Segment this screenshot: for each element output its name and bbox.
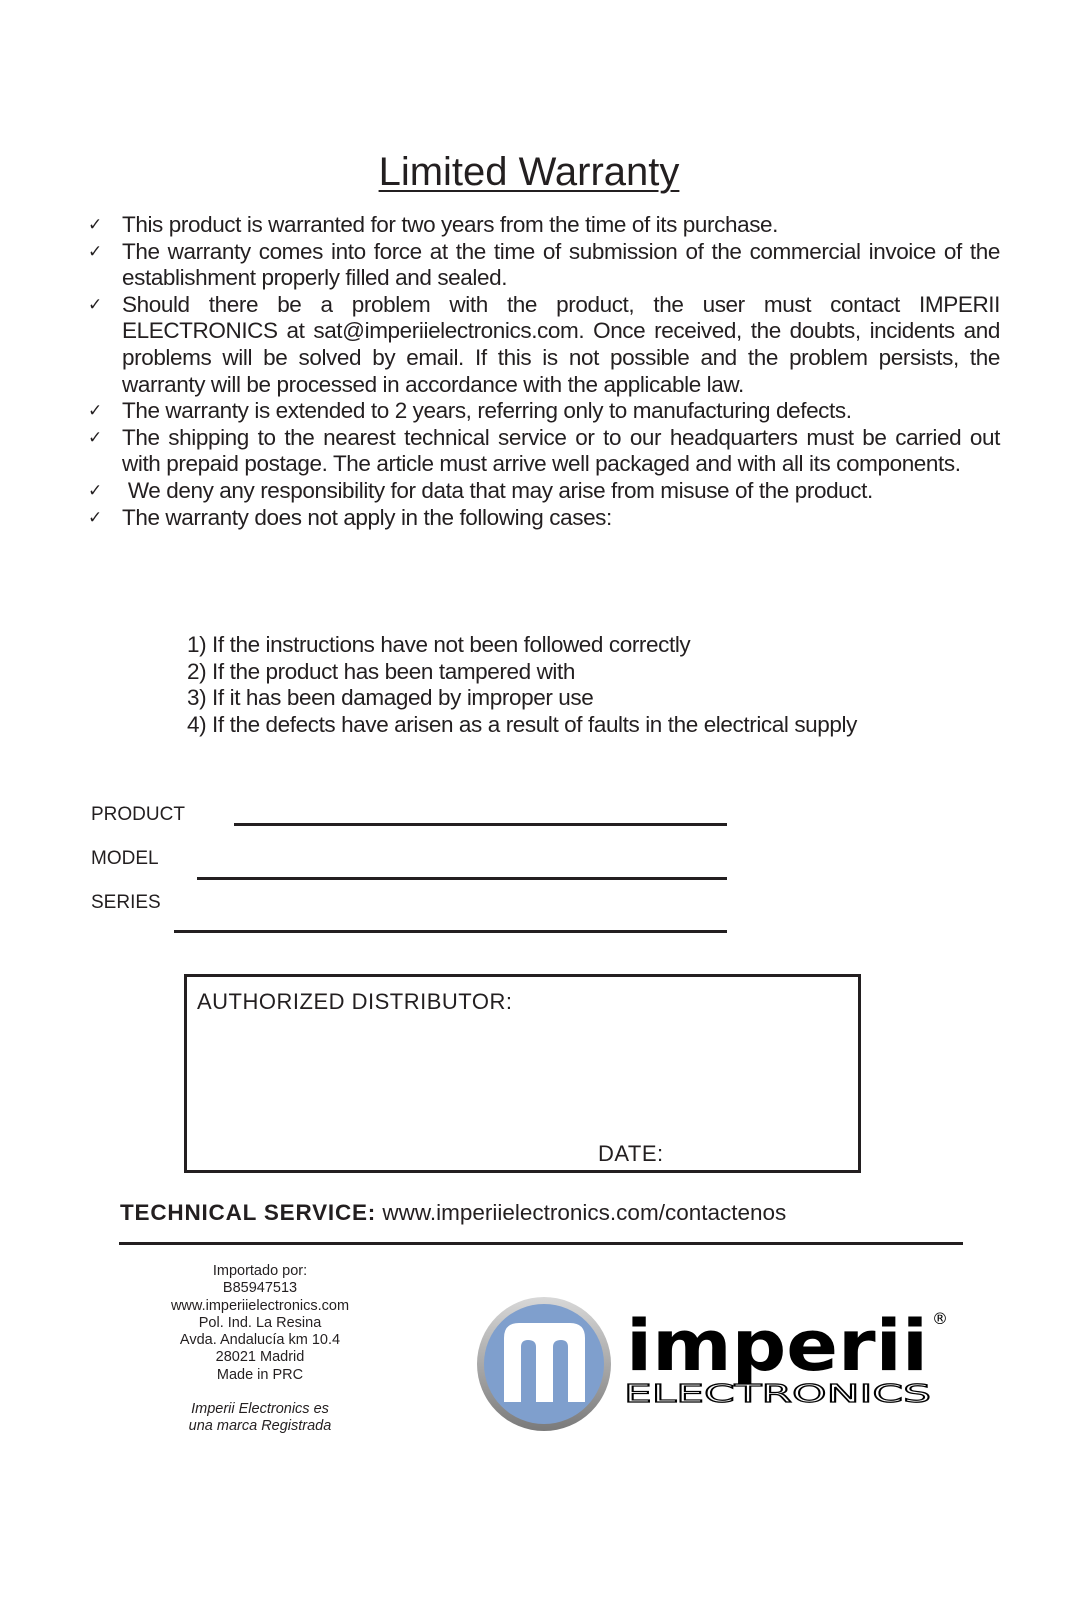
- list-item: 2) If the product has been tampered with: [187, 658, 575, 684]
- checkmark-icon: ✓: [88, 215, 102, 235]
- importer-info: [150, 1263, 370, 1436]
- item-text: The shipping to the nearest technical service or to our headquarters must be carried out with prepaid postage. The article must arrive well packaged and with all its components.: [122, 424, 1000, 477]
- m-letter-icon: [504, 1323, 585, 1402]
- imperii-logo: [476, 1296, 956, 1441]
- list-item: [88, 478, 1000, 505]
- technical-service-label: TECHNICAL SERVICE:: [120, 1200, 377, 1225]
- item-text: The warranty does not apply in the following cases:: [122, 504, 612, 530]
- series-label: SERIES: [91, 892, 161, 913]
- list-item: [88, 239, 1000, 292]
- technical-service-url[interactable]: www.imperiielectronics.com/contactenos: [382, 1200, 787, 1225]
- exclusion-cases-list: [187, 632, 857, 738]
- list-item: [88, 292, 1000, 398]
- series-field[interactable]: [174, 930, 727, 933]
- distributor-label: AUTHORIZED DISTRIBUTOR:: [197, 989, 513, 1014]
- date-label: DATE:: [598, 1141, 664, 1166]
- list-item: 1) If the instructions have not been followed correctly: [187, 632, 691, 657]
- checkmark-icon: ✓: [88, 241, 102, 262]
- checkmark-icon: ✓: [88, 401, 102, 422]
- list-item: [88, 212, 1000, 239]
- list-item: [88, 505, 1000, 532]
- page-title: Limited Warranty: [378, 150, 680, 194]
- importer-line: www.imperiielectronics.com: [170, 1297, 350, 1314]
- importer-line: Avda. Andalucía km 10.4: [179, 1332, 341, 1349]
- checkmark-icon: ✓: [88, 427, 102, 448]
- item-text: The warranty comes into force at the time of submission of the commercial invoice of the establishment properly filled and sealed.: [122, 238, 1000, 291]
- distributor-box[interactable]: [184, 974, 861, 1173]
- list-item: [88, 398, 1000, 425]
- product-label: PRODUCT: [91, 804, 185, 825]
- model-label: MODEL: [91, 848, 159, 869]
- importer-line: B85947513: [222, 1280, 298, 1297]
- checkmark-icon: ✓: [88, 507, 102, 528]
- item-text: This product is warranted for two years from the time of its purchase.: [122, 212, 779, 237]
- logo-subtitle: ELECTRONICS: [624, 1379, 931, 1408]
- warranty-terms-list: [88, 212, 1000, 531]
- list-item: 4) If the defects have arisen as a result of faults in the electrical supply: [187, 711, 857, 737]
- item-text: We deny any responsibility for data that may arise from misuse of the product.: [122, 477, 873, 503]
- list-item: 3) If it has been damaged by improper use: [187, 685, 594, 711]
- logo-wordmark: imperii: [626, 1305, 928, 1387]
- checkmark-icon: ✓: [88, 480, 102, 501]
- model-field[interactable]: [197, 877, 727, 880]
- list-item: [88, 425, 1000, 478]
- item-text: Should there be a problem with the product, the user must contact IMPERII ELECTRONICS at sat@imperiielectronics.com. Once received, the doubts, incidents and problems will be solved by email. If this is not possible and the problem persists, the warranty will be processed in accordance with the applicable law.: [122, 291, 1000, 397]
- checkmark-icon: ✓: [88, 294, 102, 315]
- logo-graphic: [476, 1296, 956, 1436]
- product-field[interactable]: [234, 823, 727, 826]
- importer-line: 28021 Madrid: [215, 1349, 305, 1366]
- importer-line: Made in PRC: [216, 1366, 304, 1383]
- item-text: The warranty is extended to 2 years, referring only to manufacturing defects.: [122, 398, 852, 424]
- importer-line: Pol. Ind. La Resina: [198, 1314, 322, 1331]
- technical-service: [120, 1200, 786, 1226]
- trademark-note: una marca Registrada: [188, 1418, 332, 1435]
- trademark-note: Imperii Electronics es: [191, 1401, 329, 1418]
- importer-line: Importado por:: [212, 1263, 308, 1279]
- registered-mark: ®: [932, 1309, 948, 1328]
- divider: [119, 1242, 963, 1245]
